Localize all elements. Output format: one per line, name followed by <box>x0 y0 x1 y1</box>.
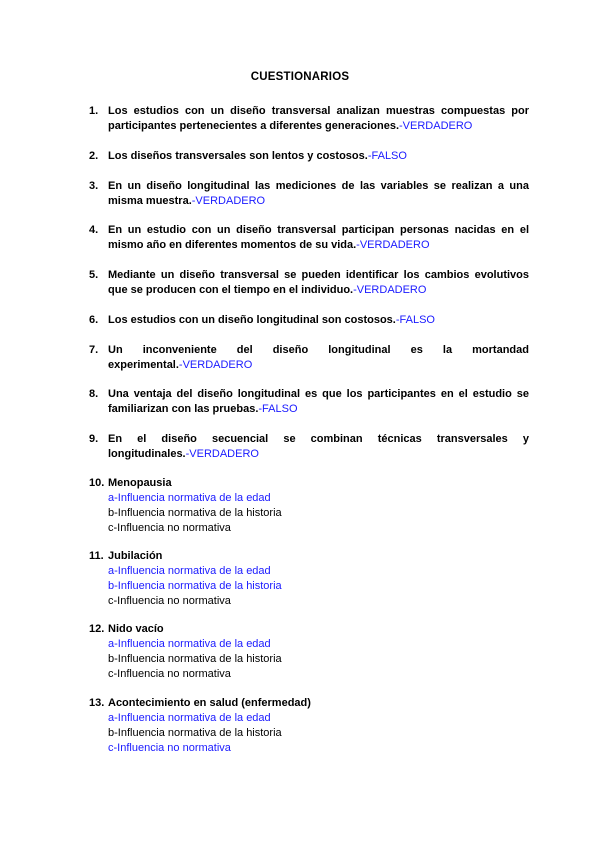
question-text-block <box>108 313 529 328</box>
answer-text: -FALSO <box>395 314 435 326</box>
answer-text: -VERDADERO <box>178 359 253 371</box>
answer-text: -VERDADERO <box>399 120 473 132</box>
choice-question-title: Nido vacío <box>108 623 164 635</box>
question-item <box>89 387 529 417</box>
choice-question-title: Menopausia <box>108 477 172 489</box>
option-c: c-Influencia no normativa <box>108 522 231 534</box>
question-text-block <box>108 343 529 373</box>
choice-block <box>108 622 529 682</box>
choice-block <box>108 476 529 536</box>
question-number: 8. <box>89 388 99 400</box>
question-number: 10. <box>89 477 105 489</box>
question-text: Mediante un diseño transversal se pueden identificar los cambios evolutivos que se producen con el tiempo en el individuo. <box>108 269 529 296</box>
question-text-block <box>108 432 529 462</box>
answer-text: -VERDADERO <box>356 239 430 251</box>
question-text: experimental. <box>108 359 179 371</box>
option-a: a-Influencia normativa de la edad <box>108 492 271 504</box>
question-text-block <box>108 149 529 164</box>
question-text: Los estudios con un diseño transversal analizan muestras compuestas por participantes pertenecientes a diferentes generaciones. <box>108 105 529 132</box>
question-text-block <box>108 268 529 298</box>
question-text: Los estudios con un diseño longitudinal son costosos. <box>108 314 396 326</box>
question-number: 6. <box>89 314 99 326</box>
answer-text: -VERDADERO <box>185 448 259 460</box>
question-number: 4. <box>89 224 99 236</box>
question-text: longitudinales. <box>108 448 186 460</box>
question-text-block <box>108 223 529 253</box>
question-number: 12. <box>89 623 105 635</box>
option-a: a-Influencia normativa de la edad <box>108 565 271 577</box>
question-text: En un diseño longitudinal las mediciones de las variables se realizan a una misma muestra. <box>108 180 529 207</box>
question-item <box>89 223 529 253</box>
question-number: 13. <box>89 697 105 709</box>
choice-question-title: Jubilación <box>108 550 163 562</box>
question-item <box>89 268 529 298</box>
option-b: b-Influencia normativa de la historia <box>108 507 282 519</box>
option-a: a-Influencia normativa de la edad <box>108 638 271 650</box>
choice-question-item <box>89 622 529 682</box>
option-b: b-Influencia normativa de la historia <box>108 653 282 665</box>
option-c: c-Influencia no normativa <box>108 595 231 607</box>
question-item <box>89 343 529 373</box>
question-text: En un estudio con un diseño transversal participan personas nacidas en el mismo año en diferentes momentos de su vida. <box>108 224 529 251</box>
question-text: Los diseños transversales son lentos y costosos. <box>108 150 368 162</box>
option-b: b-Influencia normativa de la historia <box>108 727 282 739</box>
question-text-block <box>108 179 529 209</box>
answer-text: -VERDADERO <box>353 284 427 296</box>
choice-question-title: Acontecimiento en salud (enfermedad) <box>108 697 311 709</box>
question-item <box>89 149 529 164</box>
question-text: Un inconveniente del diseño longitudinal es la mortandad <box>108 344 529 356</box>
question-number: 3. <box>89 180 99 192</box>
question-number: 1. <box>89 105 99 117</box>
question-number: 9. <box>89 433 99 445</box>
question-item <box>89 104 529 134</box>
option-b: b-Influencia normativa de la historia <box>108 580 282 592</box>
page-title: CUESTIONARIOS <box>250 71 350 83</box>
question-item <box>89 313 529 328</box>
question-number: 5. <box>89 269 99 281</box>
choice-question-item <box>89 476 529 536</box>
question-number: 2. <box>89 150 99 162</box>
choice-block <box>108 549 529 609</box>
question-number: 7. <box>89 344 99 356</box>
question-item <box>89 179 529 209</box>
option-c: c-Influencia no normativa <box>108 742 231 754</box>
choice-block <box>108 696 529 756</box>
choice-question-item <box>89 549 529 609</box>
option-c: c-Influencia no normativa <box>108 668 231 680</box>
answer-text: -FALSO <box>258 403 298 415</box>
answer-text: -VERDADERO <box>191 195 266 207</box>
question-text: En el diseño secuencial se combinan técnicas transversales y <box>108 433 529 445</box>
choice-question-item <box>89 696 529 756</box>
question-text: Una ventaja del diseño longitudinal es que los participantes en el estudio se familiarizan con las pruebas. <box>108 388 529 415</box>
answer-text: -FALSO <box>367 150 407 162</box>
question-item <box>89 432 529 462</box>
question-text-block <box>108 387 529 417</box>
option-a: a-Influencia normativa de la edad <box>108 712 271 724</box>
question-number: 11. <box>89 550 104 562</box>
question-text-block <box>108 104 529 134</box>
